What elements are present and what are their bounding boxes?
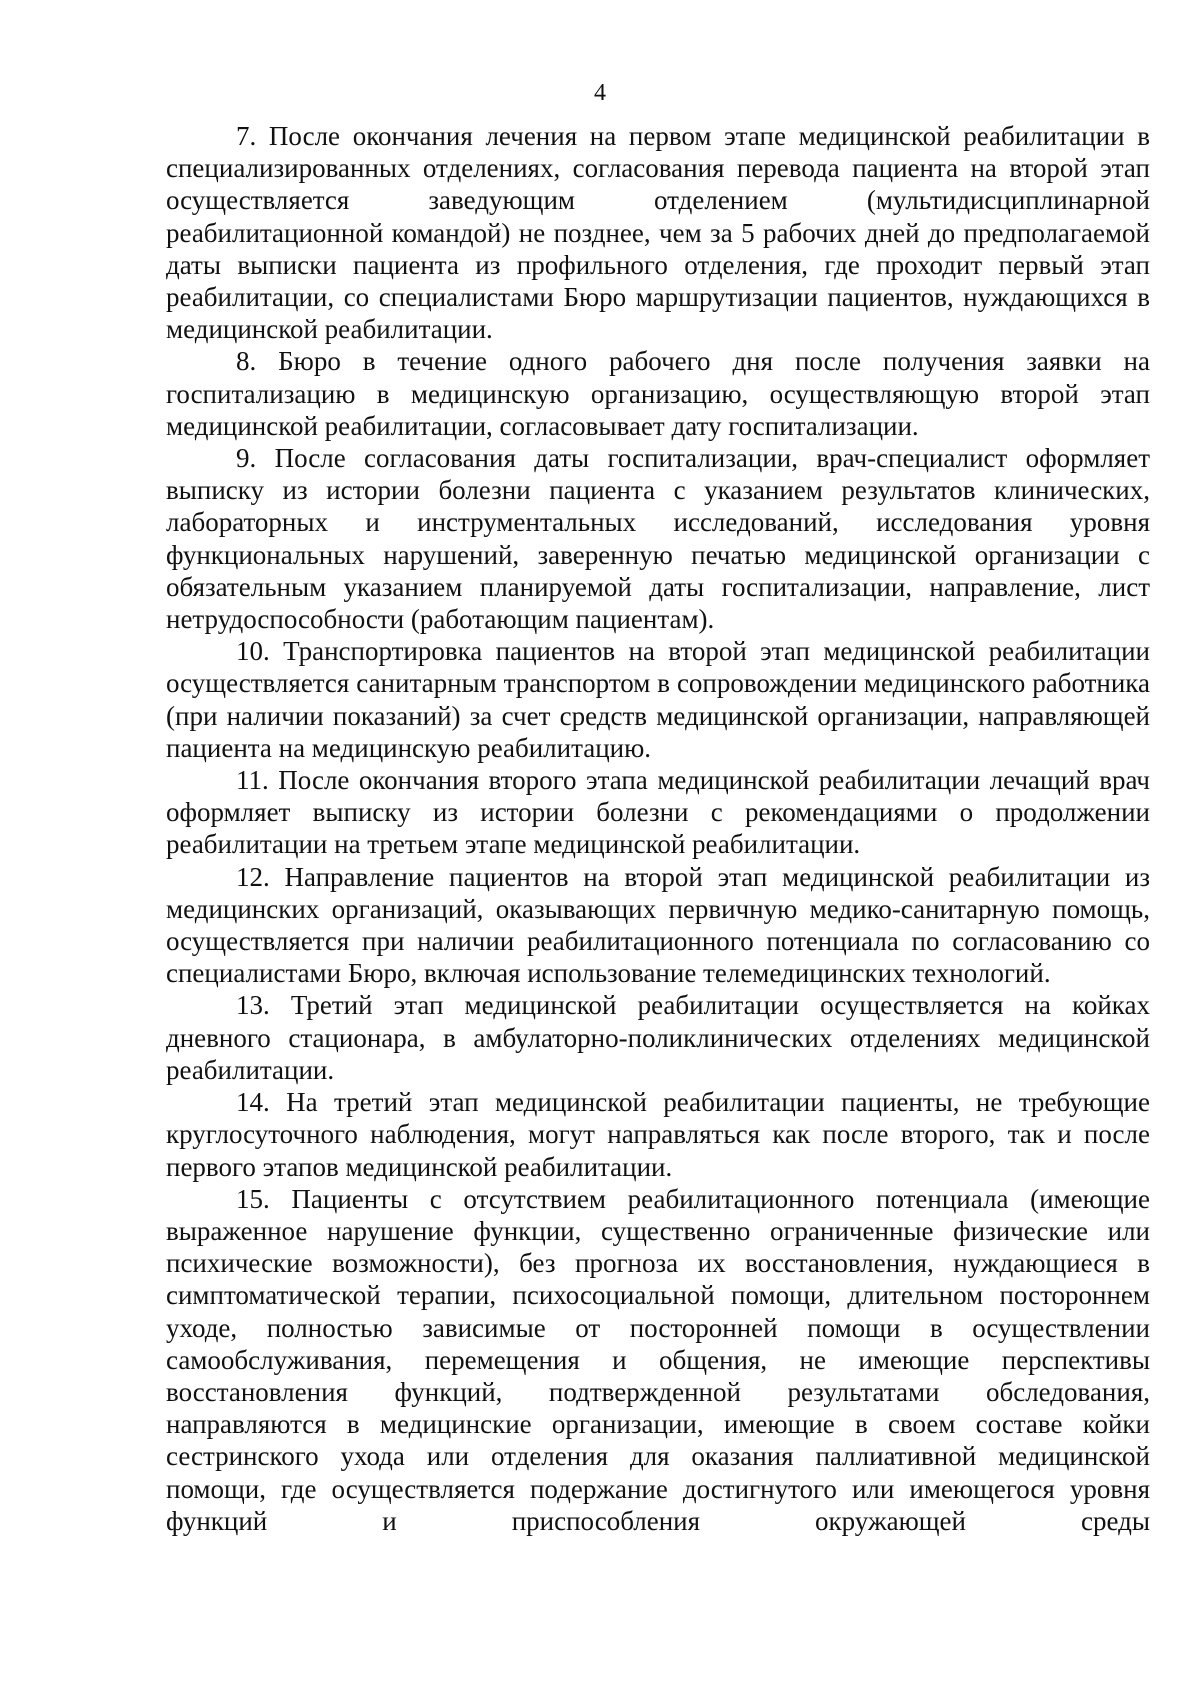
paragraph-13: 13. Третий этап медицинской реабилитации осуществляется на койках дневного стационара, в амбулаторно-поликлинических отделениях медицинской реабилитации. [166, 990, 1150, 1085]
paragraph-15: 15. Пациенты с отсутствием реабилитационного потенциала (имеющие выраженное нарушение функции, существенно ограниченные физические или психические возможности), без прогноза их восстановления, нуждающиеся в симптоматической терапии, психосоциальной помощи, длительном постороннем уходе, полностью зависимые от посторонней помощи в осуществлении самообслуживания, перемещения и общения, не имеющие перспективы восстановления функций, подтвержденной результатами обследования, направляются в медицинские организации, имеющие в своем составе койки сестринского ухода или отделения для оказания паллиативной медицинской помощи, где осуществляется подержание достигнутого или имеющегося уровня функций и приспособления окружающей среды [166, 1183, 1150, 1536]
paragraph-10: 10. Транспортировка пациентов на второй этап медицинской реабилитации осуществляется санитарным транспортом в сопровождении медицинского работника (при наличии показаний) за счет средств медицинской организации, направляющей пациента на медицинскую реабилитацию. [166, 636, 1150, 763]
page-number: 4 [594, 80, 606, 106]
paragraph-11: 11. После окончания второго этапа медицинской реабилитации лечащий врач оформляет выписку из истории болезни с рекомендациями о продолжении реабилитации на третьем этапе медицинской реабилитации. [166, 765, 1150, 860]
paragraph-14: 14. На третий этап медицинской реабилитации пациенты, не требующие круглосуточного наблюдения, могут направляться как после второго, так и после первого этапов медицинской реабилитации. [166, 1087, 1150, 1182]
paragraph-9: 9. После согласования даты госпитализации, врач-специалист оформляет выписку из истории болезни пациента с указанием результатов клинических, лабораторных и инструментальных исследований, исследования уровня функциональных нарушений, заверенную печатью медицинской организации с обязательным указанием планируемой даты госпитализации, направление, лист нетрудоспособности (работающим пациентам). [166, 443, 1150, 635]
paragraph-7: 7. После окончания лечения на первом этапе медицинской реабилитации в специализированных отделениях, согласования перевода пациента на второй этап осуществляется заведующим отделением (мультидисциплинарной реабилитационной командой) не позднее, чем за 5 рабочих дней до предполагаемой даты выписки пациента из профильного отделения, где проходит первый этап реабилитации, со специалистами Бюро маршрутизации пациентов, нуждающихся в медицинской реабилитации. [166, 121, 1150, 345]
paragraph-12: 12. Направление пациентов на второй этап медицинской реабилитации из медицинских организаций, оказывающих первичную медико-санитарную помощь, осуществляется при наличии реабилитационного потенциала по согласованию со специалистами Бюро, включая использование телемедицинских технологий. [166, 861, 1150, 989]
paragraph-8: 8. Бюро в течение одного рабочего дня после получения заявки на госпитализацию в медицинскую организацию, осуществляющую второй этап медицинской реабилитации, согласовывает дату госпитализации. [166, 346, 1150, 441]
document-body [166, 120, 1150, 1537]
